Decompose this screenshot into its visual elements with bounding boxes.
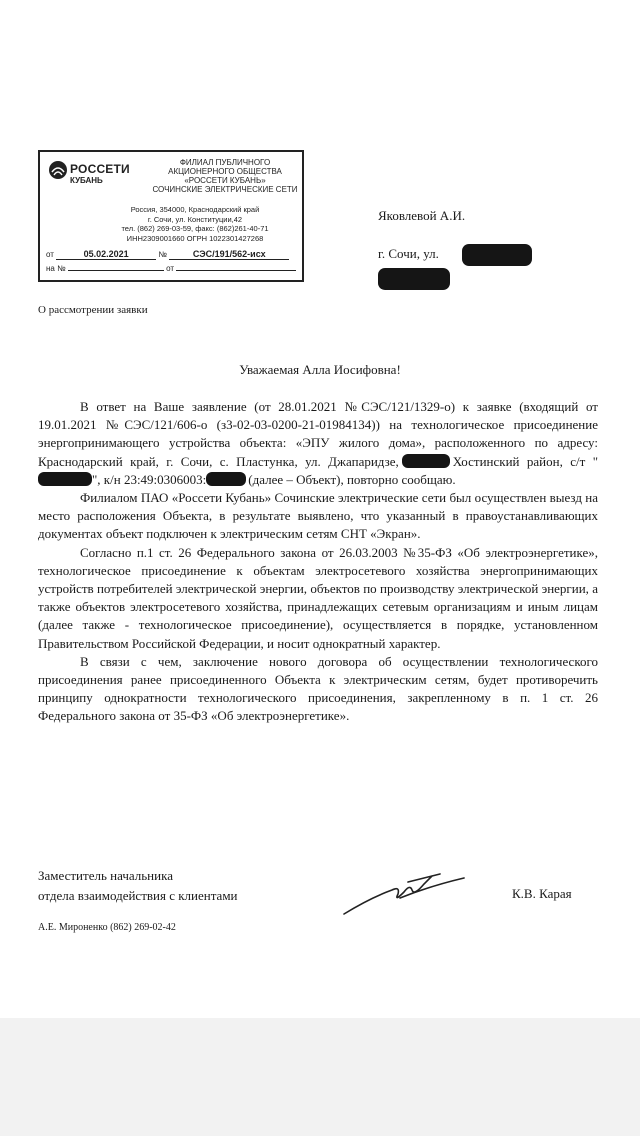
from-label: от: [46, 250, 54, 259]
rosseti-logo-icon: [48, 160, 68, 180]
ref-date-field: [176, 270, 296, 271]
redaction-mark: [402, 454, 450, 468]
registration-line: [46, 249, 289, 260]
signatory-name: К.В. Карая: [512, 886, 572, 901]
rosseti-logo: [48, 160, 148, 192]
filial-name: [150, 158, 300, 194]
filial-line: СОЧИНСКИЕ ЭЛЕКТРИЧЕСКИЕ СЕТИ: [152, 185, 298, 194]
position-line: отдела взаимодействия с клиентами: [38, 888, 238, 903]
signatory-position: [38, 866, 238, 906]
letter-subject: О рассмотрении заявки: [38, 304, 148, 316]
logo-sub: КУБАНЬ: [70, 176, 103, 185]
executor-contact: А.Е. Мироненко (862) 269-02-42: [38, 922, 176, 933]
paragraph-4: В связи с чем, заключение нового договора об осуществлении технологического присоединения ранее присоединенного Объекта к электрическим сетям, будет противоречить принципу однократности технологического присоединения, закрепленному в п. 1 ст. 26 Федерального закона от 35-ФЗ «Об электроэнергетике».: [38, 653, 598, 724]
logo-name: РОССЕТИ: [70, 162, 130, 176]
filial-line: ФИЛИАЛ ПУБЛИЧНОГО: [179, 158, 271, 167]
paragraph-3: Согласно п.1 ст. 26 Федерального закона от 26.03.2003 №35-ФЗ «Об электроэнергетике», технологическое присоединение к объектам электросетевого хозяйства энергопринимающих устройств потребителей электрической энергии, объектов по производству электрической энергии, а также объектов электросетевого хозяйства, принадлежащих сетевым организациям и иным лицам (далее также - технологическое присоединение), осуществляется в порядке, установленном Правительством Российской Федерации, и носит однократный характер.: [38, 544, 598, 651]
redaction-mark: [206, 472, 246, 486]
ref-from-label: от: [166, 264, 175, 273]
filial-line: «РОССЕТИ КУБАНЬ»: [184, 176, 266, 185]
address-line: Россия, 354000, Краснодарский край: [130, 205, 260, 214]
paragraph-1: В ответ на Ваше заявление (от 28.01.2021 №СЭС/121/1329-о) к заявке (входящий от 19.01.2021 №СЭС/121/606-о (з3-02-03-0200-21-01984134)) на технологическое присоединение энергопринимающего устройства объекта: «ЭПУ жилого дома», расположенного по адресу: Краснодарский край, г. Сочи, с. Пластунка, ул. Джапаридзе, Хостинский район, с/т "", к/н 23:49:0306003: (далее – Объект), повторно сообщаю.: [38, 399, 598, 487]
paragraph-2: Филиалом ПАО «Россети Кубань» Сочинские электрические сети был осуществлен выезд на место расположения Объекта, в результате выявлено, что указанный в правоустанавливающих документах объект подключен к электрическим сетям СНТ «Экран».: [38, 490, 598, 542]
outgoing-date: 05.02.2021: [56, 249, 156, 260]
ref-label: на №: [46, 264, 66, 273]
redaction-mark: [462, 244, 532, 266]
redaction-mark: [38, 472, 92, 486]
letterhead-stamp: [38, 150, 304, 282]
redaction-mark: [378, 268, 450, 290]
stamp-address: [90, 205, 300, 243]
letter-body: [38, 398, 598, 726]
reference-line: [46, 264, 296, 273]
number-label: №: [158, 250, 167, 259]
greeting: Уважаемая Алла Иосифовна!: [239, 362, 401, 377]
address-line: тел. (862) 269-03-59, факс: (862)261-40-71: [121, 224, 269, 233]
address-line: г. Сочи, ул. Конституции,42: [147, 214, 243, 224]
recipient-city: г. Сочи, ул.: [378, 246, 439, 261]
filial-line: АКЦИОНЕРНОГО ОБЩЕСТВА: [168, 167, 282, 176]
recipient-name: Яковлевой А.И.: [378, 208, 466, 223]
address-line: ИНН2309001660 ОГРН 1022301427268: [126, 233, 264, 243]
position-line: Заместитель начальника: [38, 868, 173, 883]
ref-number-field: [68, 270, 164, 271]
outgoing-number: СЭС/191/562-исх: [169, 249, 289, 260]
handwritten-signature: [340, 868, 470, 920]
